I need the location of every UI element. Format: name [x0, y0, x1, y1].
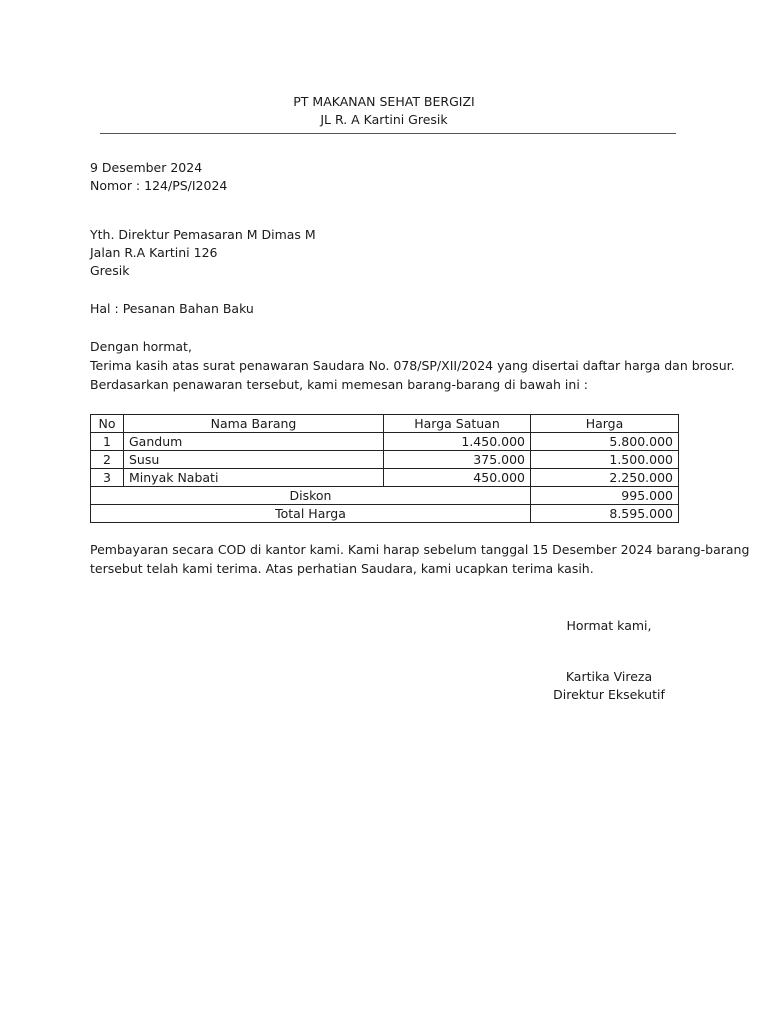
letter-number: Nomor : 124/PS/I2024	[90, 178, 228, 193]
header-no: No	[91, 415, 124, 433]
greeting: Dengan hormat,	[90, 339, 192, 354]
row-unit-price: 375.000	[384, 451, 531, 469]
header-unit-price: Harga Satuan	[384, 415, 531, 433]
body-line-1: Terima kasih atas surat penawaran Saudara No. 078/SP/XII/2024 yang disertai daftar harga dan brosur.	[90, 358, 735, 373]
table-header-row	[91, 415, 679, 433]
table-row	[91, 469, 679, 487]
recipient-line-1: Yth. Direktur Pemasaran M Dimas M	[90, 227, 316, 242]
company-name: PT MAKANAN SEHAT BERGIZI	[293, 94, 475, 109]
row-item-name: Minyak Nabati	[124, 469, 384, 487]
signature-name: Kartika Vireza	[565, 669, 653, 684]
table-row	[91, 433, 679, 451]
letter-date: 9 Desember 2024	[90, 160, 203, 175]
signature-title: Direktur Eksekutif	[553, 687, 665, 702]
header-divider	[100, 133, 676, 134]
discount-row	[91, 487, 679, 505]
row-price: 2.250.000	[531, 469, 679, 487]
header-price: Harga	[531, 415, 679, 433]
row-no: 1	[91, 433, 124, 451]
closing-line-2: tersebut telah kami terima. Atas perhatian Saudara, kami ucapkan terima kasih.	[90, 561, 594, 576]
row-price: 5.800.000	[531, 433, 679, 451]
row-unit-price: 450.000	[384, 469, 531, 487]
row-no: 3	[91, 469, 124, 487]
closing-line-1: Pembayaran secara COD di kantor kami. Kami harap sebelum tanggal 15 Desember 2024 barang-barang	[90, 542, 750, 557]
discount-value: 995.000	[531, 487, 679, 505]
recipient-line-3: Gresik	[90, 263, 130, 278]
header-item-name: Nama Barang	[124, 415, 384, 433]
row-unit-price: 1.450.000	[384, 433, 531, 451]
discount-label: Diskon	[91, 487, 531, 505]
total-value: 8.595.000	[531, 505, 679, 523]
total-row	[91, 505, 679, 523]
row-price: 1.500.000	[531, 451, 679, 469]
row-item-name: Susu	[124, 451, 384, 469]
order-table	[90, 414, 679, 523]
letter-subject: Hal : Pesanan Bahan Baku	[90, 301, 254, 316]
signature-salutation: Hormat kami,	[566, 618, 652, 633]
table-row	[91, 451, 679, 469]
body-line-2: Berdasarkan penawaran tersebut, kami memesan barang-barang di bawah ini :	[90, 377, 588, 392]
row-item-name: Gandum	[124, 433, 384, 451]
recipient-line-2: Jalan R.A Kartini 126	[90, 245, 218, 260]
total-label: Total Harga	[91, 505, 531, 523]
company-address: JL R. A Kartini Gresik	[320, 112, 448, 127]
row-no: 2	[91, 451, 124, 469]
